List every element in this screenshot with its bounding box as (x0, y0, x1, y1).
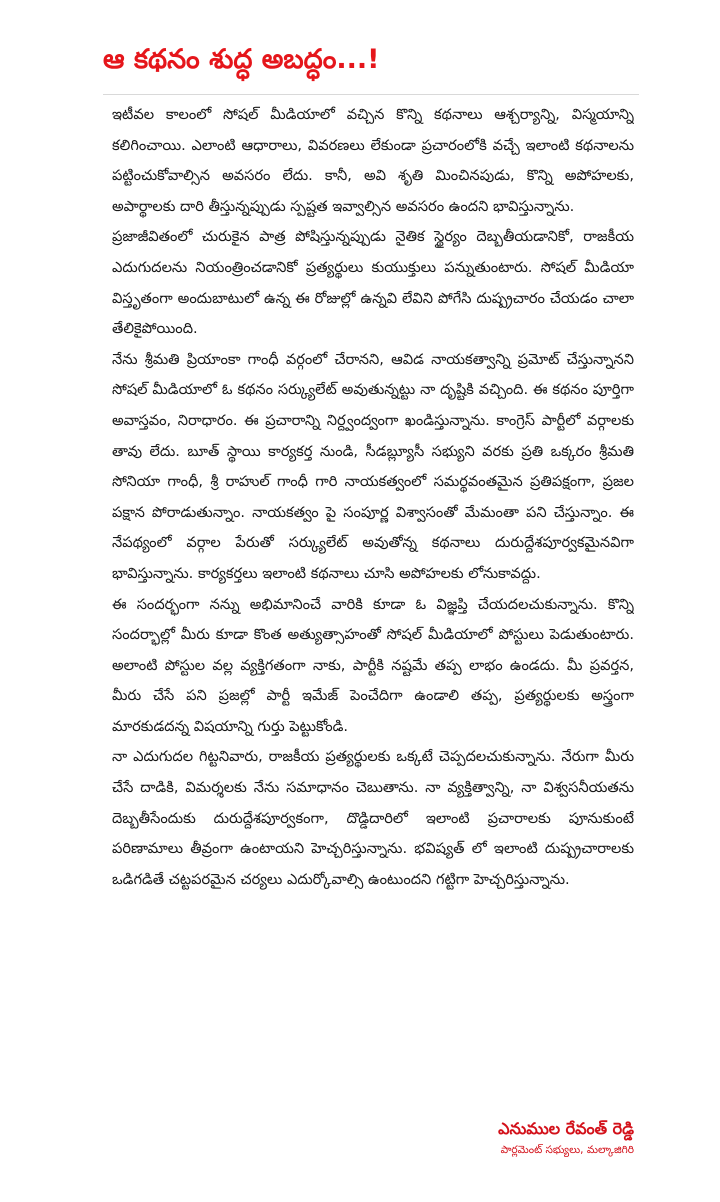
signature-block (498, 1118, 634, 1158)
statement-body (112, 100, 634, 1060)
statement-title: ఆ కథనం శుద్ధ అబద్ధం...! (103, 44, 380, 75)
paragraph-appeal-to-supporters: ఈ సందర్భంగా నన్ను అభిమానించే వారికి కూడా ఓ విజ్ఞప్తి చేయదలచుకున్నాను. కొన్ని సందర్భాల్లో మీరు కూడా కొంత అత్యుత్సాహంతో సోషల్ మీడియాలో పోస్టులు పెడుతుంటారు. అలాంటి పోస్టుల వల్ల వ్యక్తిగతంగా నాకు, పార్టీకి నష్టమే తప్ప లాభం ఉండదు. మీ ప్రవర్తన, మీరు చేసే పని ప్రజల్లో పార్టీ ఇమేజ్ పెంచేదిగా ఉండాలి తప్ప, ప్రత్యర్థులకు అస్త్రంగా మారకుడదన్న విషయాన్ని గుర్తు పెట్టుకోండి. (112, 595, 634, 735)
paragraph-intro: ఇటీవల కాలంలో సోషల్ మీడియాలో వచ్చిన కొన్ని కథనాలు ఆశ్చర్యాన్ని, విస్మయాన్ని కలిగించాయి. ఎలాంటి ఆధారాలు, వివరణలు లేకుండా ప్రచారంలోకి వచ్చే ఇలాంటి కథనాలను పట్టించుకోవాల్సిన అవసరం లేదు. కానీ, అవి శృతి మించినపుడు, కొన్ని అపోహలకు, అపార్థాలకు దారి తీస్తున్నప్పుడు స్పష్టత ఇవ్వాల్సిన అవసరం ఉందని భావిస్తున్నాను. (112, 106, 634, 215)
signatory-name: ఎనుముల రేవంత్ రెడ్డి (498, 1119, 634, 1138)
signatory-designation: పార్లమెంట్ సభ్యులు, మల్కాజిగిరి (500, 1144, 634, 1156)
title-divider (103, 94, 639, 95)
paragraph-opponents-tactics: ప్రజాజీవితంలో చురుకైన పాత్ర పోషిస్తున్నప్పుడు నైతిక స్థైర్యం దెబ్బతీయడానికో, రాజకీయ ఎదుగుదలను నియంత్రించడానికో ప్రత్యర్థులు కుయుక్తులు పన్నుతుంటారు. సోషల్ మీడియా విస్తృతంగా అందుబాటులో ఉన్న ఈ రోజుల్లో ఉన్నవి లేవిని పోగేసి దుష్ప్రచారం చేయడం చాలా తేలికైపోయింది. (112, 228, 634, 338)
paragraph-clarification: నేను శ్రీమతి ప్రియాంకా గాంధీ వర్గంలో చేరానని, ఆవిడ నాయకత్వాన్ని ప్రమోట్ చేస్తున్నానని సోషల్ మీడియాలో ఓ కథనం సర్క్యులేట్ అవుతున్నట్టు నా దృష్టికి వచ్చింది. ఈ కథనం పూర్తిగా అవాస్తవం, నిరాధారం. ఈ ప్రచారాన్ని నిర్ద్వంద్వంగా ఖండిస్తున్నాను. కాంగ్రెస్ పార్టీలో వర్గాలకు తావు లేదు. బూత్ స్థాయి కార్యకర్త నుండి, సీడబ్ల్యూసీ సభ్యుని వరకు ప్రతి ఒక్కరం శ్రీమతి సోనియా గాంధీ, శ్రీ రాహుల్ గాంధీ గారి నాయకత్వంలో సమర్థవంతమైన ప్రతిపక్షంగా, ప్రజల పక్షాన పోరాడుతున్నాం. నాయకత్వం పై సంపూర్ణ విశ్వాసంతో మేమంతా పని చేస్తున్నాం. ఈ నేపథ్యంలో వర్గాల పేరుతో సర్క్యులేట్ అవుతోన్న కథనాలు దురుద్దేశపూర్వకమైనవిగా భావిస్తున్నాను. కార్యకర్తలు ఇలాంటి కథనాలు చూసి అపోహలకు లోనుకావద్దు. (112, 350, 634, 582)
paragraph-warning: నా ఎదుగుదల గిట్టనివారు, రాజకీయ ప్రత్యర్థులకు ఒక్కటే చెప్పదలచుకున్నాను. నేరుగా మీరు చేసే దాడికి, విమర్శలకు నేను సమాధానం చెబుతాను. నా వ్యక్తిత్వాన్ని, నా విశ్వసనీయతను దెబ్బతీసేందుకు దురుద్దేశపూర్వకంగా, దొడ్డిదారిలో ఇలాంటి ప్రచారాలకు పూనుకుంటే పరిణామాలు తీవ్రంగా ఉంటాయని హెచ్చరిస్తున్నాను. భవిష్యత్ లో ఇలాంటి దుష్ప్రచారాలకు ఒడిగడితే చట్టపరమైన చర్యలు ఎదుర్కోవాల్సి ఉంటుందని గట్టిగా హెచ్చరిస్తున్నాను. (112, 748, 634, 888)
